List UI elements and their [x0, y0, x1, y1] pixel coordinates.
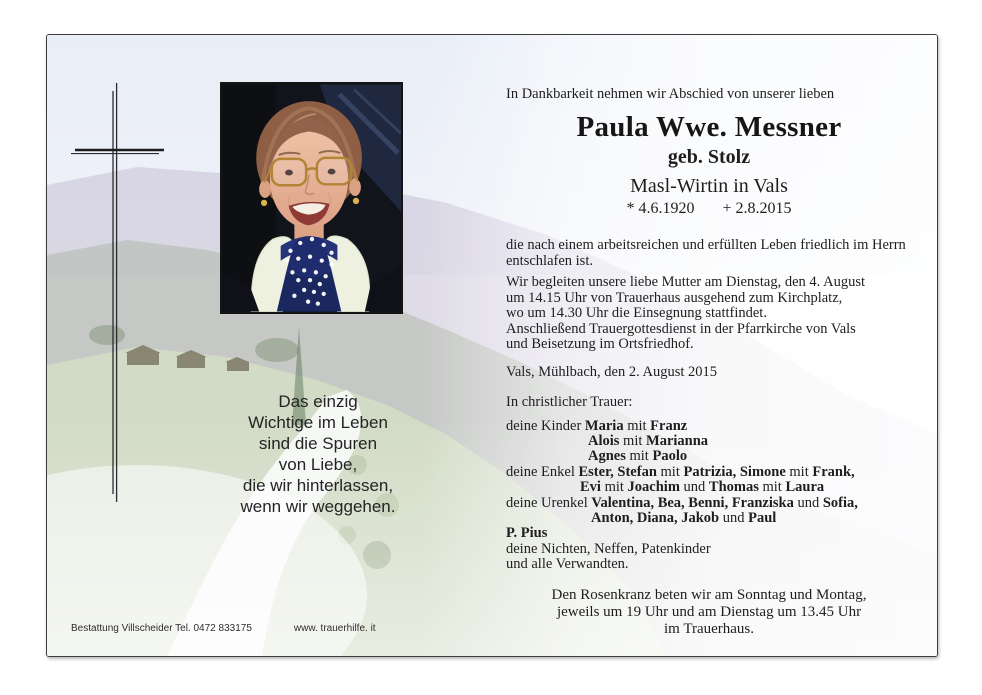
intro-line: In Dankbarkeit nehmen wir Abschied von unserer lieben [506, 86, 835, 102]
website-text: www. trauerhilfe. it [293, 623, 376, 634]
poem: Das einzig Wichtige im Leben sind die Spuren von Liebe, die wir hinterlassen, wenn wir weggehen. [240, 392, 396, 516]
family-line: Evi mit Joachim und Thomas mit Laura [580, 479, 825, 496]
rosary-notice: Den Rosenkranz beten wir am Sonntag und Montag, jeweils um 19 Uhr und am Dienstag um 13.45 Uhr im Trauerhaus. [551, 586, 867, 637]
family-line: Anton, Diana, Jakob und Paul [591, 509, 777, 526]
family-line: deine Nichten, Neffen, Patenkinder [506, 540, 711, 557]
paragraph-funeral-details: Wir begleiten unsere liebe Mutter am Dienstag, den 4. August um 14.15 Uhr von Trauerhaus ausgehend zum Kirchplatz, wo um 14.30 Uhr die Einsegnung stattfindet. Anschließend Trauergottesdienst in der Pfarrkirche von Vals und Beisetzung im Ortsfriedhof. [506, 274, 866, 352]
family-list [506, 419, 912, 573]
family-line: deine Enkel Ester, Stefan mit Patrizia, Simone mit Frank, [506, 463, 855, 480]
family-line: P. Pius [506, 525, 548, 542]
memorial-card [46, 34, 938, 657]
portrait-photo [220, 82, 403, 314]
life-dates [506, 199, 912, 218]
family-line: und alle Verwandten. [506, 556, 629, 573]
paragraph-passing: die nach einem arbeitsreichen und erfüllten Leben friedlich im Herrn entschlafen ist. [506, 237, 906, 269]
announcement-column [506, 80, 912, 638]
funeral-home-info: Bestattung Villscheider Tel. 0472 833175 [71, 623, 252, 634]
death-date: + 2.8.2015 [722, 200, 792, 217]
place-date-line: Vals, Mühlbach, den 2. August 2015 [506, 363, 718, 380]
mourning-intro: In christlicher Trauer: [506, 394, 633, 410]
portrait-illustration [222, 84, 401, 312]
footer [71, 623, 376, 634]
family-line: Agnes mit Paolo [588, 448, 688, 465]
family-line: deine Urenkel Valentina, Bea, Benni, Franziska und Sofia, [506, 494, 858, 511]
family-line: deine Kinder Maria mit Franz [506, 417, 688, 434]
deceased-name: Paula Wwe. Messner [576, 111, 842, 143]
family-line: Alois mit Marianna [588, 432, 709, 449]
role-line: Masl-Wirtin in Vals [630, 175, 788, 197]
birth-date: * 4.6.1920 [626, 200, 695, 217]
maiden-name: geb. Stolz [667, 146, 751, 168]
